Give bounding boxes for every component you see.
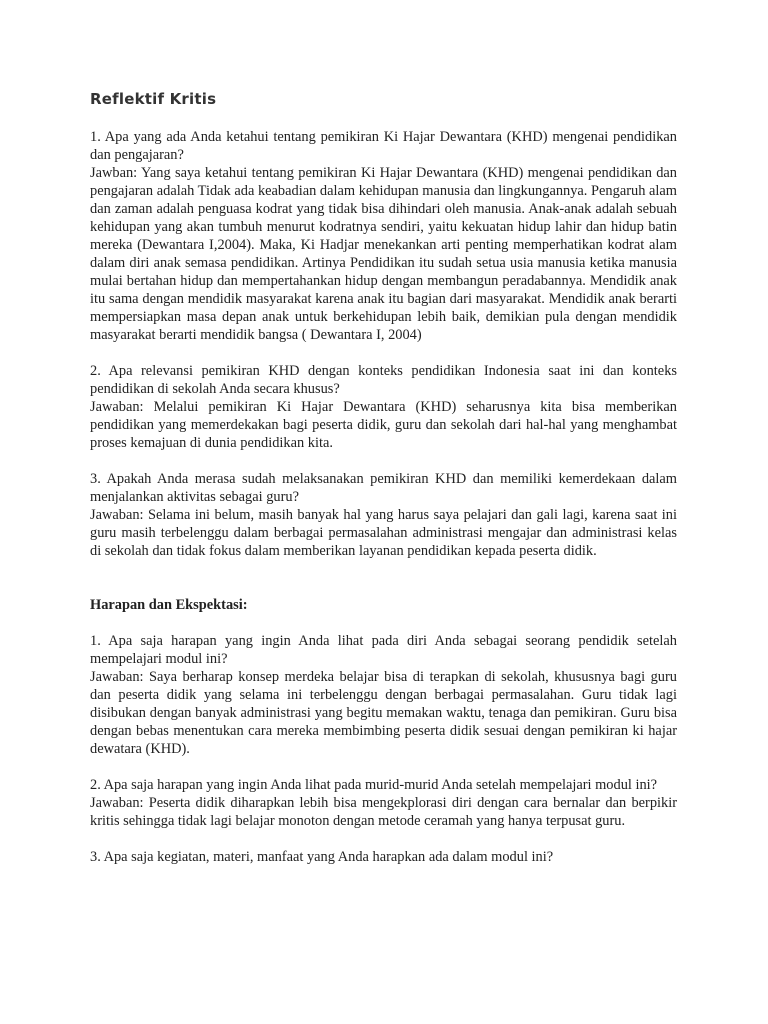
question-text: 2. Apa saja harapan yang ingin Anda lihat pada murid-murid Anda setelah mempelajari modul ini? xyxy=(90,777,658,793)
answer-text: Jawaban: Selama ini belum, masih banyak hal yang harus saya pelajari dan gali lagi, karena saat ini guru masih terbelenggu dalam berbagai permasalahan administrasi mengajar dan administrasi kelas di sekolah dan tidak fokus dalam memberikan layanan pendidikan kepada peserta didik. xyxy=(90,507,677,559)
answer-text: Jawaban: Saya berharap konsep merdeka belajar bisa di terapkan di sekolah, khususnya bagi guru dan peserta didik yang selama ini terbelenggu dengan berbagai permasalahan. Guru tidak lagi disibukan dengan banyak administrasi yang begitu memakan waktu, tenaga dan pemikiran. Guru bisa dengan bebas menentukan cara mereka membimbing peserta didik sesuai dengan pemikiran ki hajar dewatara (KHD). xyxy=(90,669,677,757)
document-title: Reflektif Kritis xyxy=(90,90,217,108)
question-text: 1. Apa saja harapan yang ingin Anda lihat pada diri Anda sebagai seorang pendidik setelah mempelajari modul ini? xyxy=(90,633,677,667)
section-heading: Harapan dan Ekspektasi: xyxy=(90,597,248,613)
harapan-item-1 xyxy=(90,632,677,758)
answer-text: Jawaban: Peserta didik diharapkan lebih bisa mengekplorasi diri dengan cara bernalar dan berpikir kritis sehingga tidak lagi belajar monoton dengan metode ceramah yang hanya terpusat guru. xyxy=(90,795,677,829)
harapan-item-2 xyxy=(90,776,677,830)
harapan-item-3 xyxy=(90,848,677,866)
answer-text: Jawban: Yang saya ketahui tentang pemikiran Ki Hajar Dewantara (KHD) mengenai pendidikan dan pengajaran adalah Tidak ada keabadian dalam kehidupan manusia dan lingkungannya. Pengaruh alam dan zaman adalah penguasa kodrat yang tidak bisa dihindari oleh manusia. Anak-anak adalah sebuah kehidupan yang akan tumbuh menurut kodratnya sendiri, yaitu kekuatan hidup lahir dan hidup batin mereka (Dewantara I,2004). Maka, Ki Hadjar menekankan arti penting memperhatikan kodrat alam dalam diri anak semasa pendidikan. Artinya Pendidikan itu sudah setua usia manusia ketika manusia mulai bertahan hidup dan mempertahankan hidup dengan membangun peradabannya. Mendidik anak itu sama dengan mendidik masyarakat karena anak itu bagian dari masyarakat. Mendidik anak berarti mempersiapkan masa depan anak untuk berkehidupan lebih baik, demikian pula dengan mendidik masyarakat berarti mendidik bangsa ( Dewantara I, 2004) xyxy=(90,165,677,343)
question-text: 2. Apa relevansi pemikiran KHD dengan konteks pendidikan Indonesia saat ini dan konteks pendidikan di sekolah Anda secara khusus? xyxy=(90,363,677,397)
document-page xyxy=(90,90,677,884)
reflektif-item-1 xyxy=(90,128,677,344)
answer-text: Jawaban: Melalui pemikiran Ki Hajar Dewantara (KHD) seharusnya kita bisa memberikan pendidikan yang memerdekakan bagi peserta didik, guru dan sekolah dari hal-hal yang menghambat proses kemajuan di dunia pendidikan kita. xyxy=(90,399,677,451)
reflektif-item-3 xyxy=(90,470,677,560)
question-text: 1. Apa yang ada Anda ketahui tentang pemikiran Ki Hajar Dewantara (KHD) mengenai pendidikan dan pengajaran? xyxy=(90,129,677,163)
reflektif-item-2 xyxy=(90,362,677,452)
question-text: 3. Apa saja kegiatan, materi, manfaat yang Anda harapkan ada dalam modul ini? xyxy=(90,849,554,865)
question-text: 3. Apakah Anda merasa sudah melaksanakan pemikiran KHD dan memiliki kemerdekaan dalam menjalankan aktivitas sebagai guru? xyxy=(90,471,677,505)
